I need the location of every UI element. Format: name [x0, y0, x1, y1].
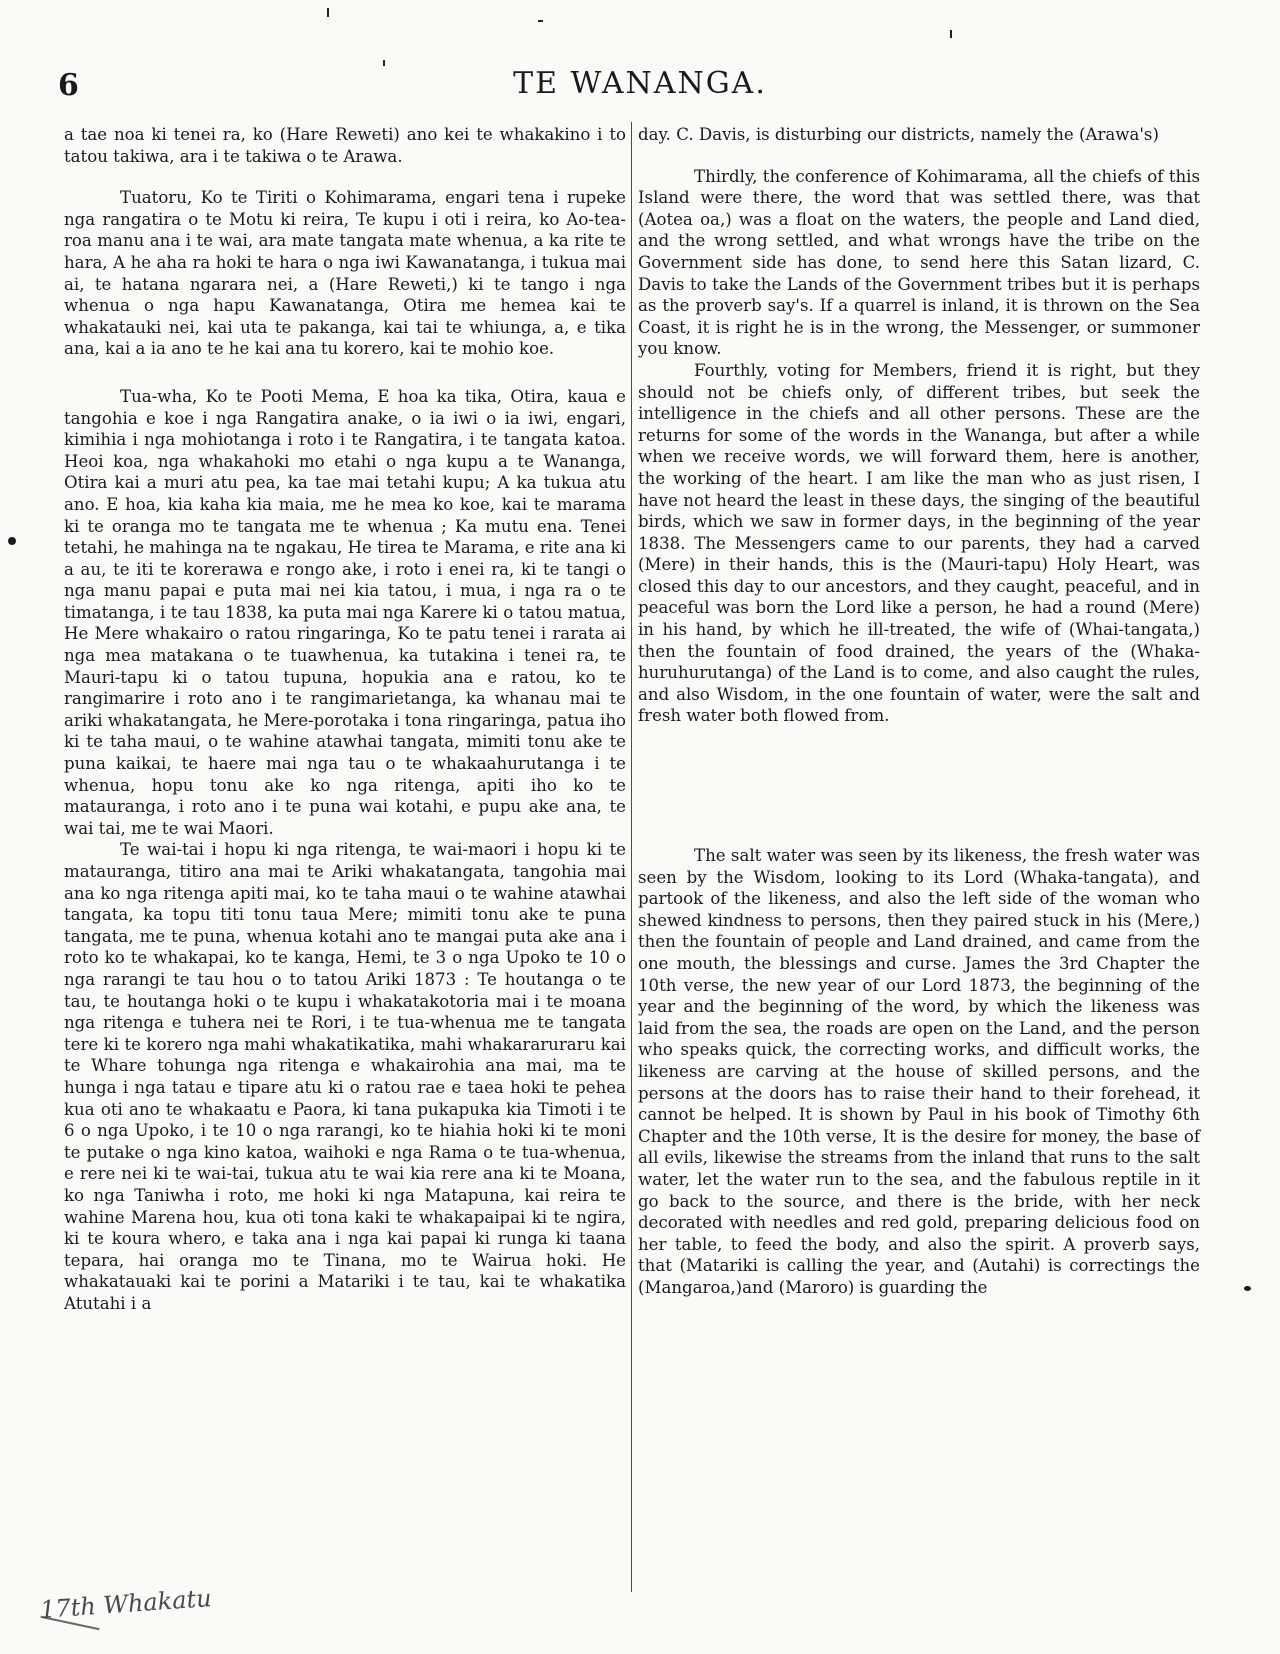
- print-speck: [950, 30, 952, 38]
- print-speck: [383, 60, 385, 66]
- right-column: [638, 124, 1200, 1299]
- left-paragraph-2: Tuatoru, Ko te Tiriti o Kohimarama, engari tena i rupeke nga rangatira o te Motu ki reira, Te kupu i oti i reira, ko Ao-tea-roa manu ana i te wai, ara mate tangata mate whenua, a ka rite te hara, A he aha ra hoki te hara o nga iwi Kawanatanga, i tukua mai ai, te hatana ngarara nei, a (Hare Reweti,) ki te tango i nga whenua o nga hapu Kawanatanga, Otira me hemea kai te whakatauki nei, kai uta te pakanga, kai tai te whiunga, a, e tika ana, kai a ia ano te he kai ana tu korero, kai te mohio koe.: [64, 188, 626, 359]
- right-paragraph-3: Fourthly, voting for Members, friend it is right, but they should not be chiefs only, of different tribes, but seek the intelligence in the chiefs and all other persons. These are the returns for some of the words in the Wananga, but after a while when we receive words, we will forward them, here is another, the working of the heart. I am like the man who as just risen, I have not heard the least in these days, the singing of the beautiful birds, which we saw in former days, in the beginning of the year 1838. The Messengers came to our parents, they had a carved (Mere) in their hands, this is the (Mauri-tapu) Holy Heart, was closed this day to our ancestors, and they caught, peaceful, and in peaceful was born the Lord like a person, he had a round (Mere) in his hand, by which he ill-treated, the wife of (Whai-tangata,) then the fountain of food drained, the years of the (Whaka-huruhurutanga) of the Land is to come, and also caught the rules, and also Wisdom, in the one fountain of water, were the salt and fresh water both flowed from.: [638, 360, 1200, 726]
- margin-dot-left: [8, 537, 16, 545]
- right-paragraph-2: Thirdly, the conference of Kohimarama, all the chiefs of this Island were there, the word that was settled there, was that (Aotea oa,) was a float on the waters, the people and Land died, and the wrong settled, and what wrongs have the tribe on the Government side has done, to send here this Satan lizard, C. Davis to take the Lands of the Government tribes but it is perhaps as the proverb say's. If a quarrel is inland, it is thrown on the Sea Coast, it is right he is in the wrong, the Messenger, or summoner you know.: [638, 166, 1200, 359]
- page-number: 6: [58, 68, 79, 103]
- right-paragraph-1: day. C. Davis, is disturbing our districts, namely the (Arawa's): [638, 125, 1159, 144]
- handwritten-signature: 17th Whakatu: [39, 1584, 213, 1624]
- left-paragraph-4: Te wai-tai i hopu ki nga ritenga, te wai-maori i hopu ki te matauranga, titiro ana mai te Ariki whakatangata, tangohia mai ana ko nga ritenga apiti mai, ko te taha maui o te wahine atawhai tangata, ka topu titi tonu taua Mere; mimiti tonu ake te puna tangata, me te puna, whenua kotahi ano te mangai puta ake ana i roto ko te whakapai, ko te kanga, Hemi, te 3 o nga Upoko te 10 o nga rarangi te tau hou o to tatou Ariki 1873 : Te houtanga o te tau, te houtanga hoki o te kupu i whakatakotoria mai i te moana nga ritenga e tuhera nei te Rori, i te tua-whenua me te tangata tere ki te korero nga mahi whakatikatika, mahi whakararuraru kai te Whare tohunga nga ritenga e whakairohia ana mai, ma te hunga i nga tatau e tipare atu ki o ratou rae e taea hoki te pehea kua oti ano te whakaatu e Paora, ki tana pukapuka kia Timoti i te 6 o nga Upoko, i te 10 o nga rarangi, ko te hiahia hoki ki te moni te putake o nga kino katoa, waihoki e nga Rama o te tua-whenua, e rere nei ki te wai-tai, tukua atu te wai kia rere ana ki te Moana, ko nga Taniwha i roto, me hoki ki nga Matapuna, kai reira te wahine Marena hou, kua oti tona kaki te whakapaipai ki te ngira, ki te koura whero, e taka ana i nga kai papai ki runga ki taana tepara, hai oranga mo te Tinana, mo te Wairua hoki. He whakatauaki kai te porini a Matariki i te tau, kai te whakatika Atutahi i a: [64, 840, 626, 1313]
- left-paragraph-3: Tua-wha, Ko te Pooti Mema, E hoa ka tika, Otira, kaua e tangohia e koe i nga Rangatira anake, o ia iwi o ia iwi, engari, kimihia i nga mohiotanga i roto i te Rangatira, i te tangata katoa. Heoi koa, nga whakahoki mo etahi o nga kupu a te Wananga, Otira kai a muri atu pea, ka tae mai tetahi kupu; A ka tukua atu ano. E hoa, kia kaha kia maia, me he mea ko koe, kai te marama ki te oranga mo te tangata me te whenua ; Ka mutu ena. Tenei tetahi, he mahinga na te ngakau, He tirea te Marama, e rite ana ki a au, te iti te korerawa e rongo ake, i roto i enei ra, ki te tangi o nga manu papai e puta mai nei kia tatou, i mua, i nga ra o te timatanga, i te tau 1838, ka puta mai nga Karere ki o tatou matua, He Mere whakairo o ratou ringaringa, Ko te patu tenei i rarata ai nga mea matakana o te tuawhenua, ka tutakina i tenei ra, te Mauri-tapu ki o tatou tupuna, hopukia ana e ratou, ko te rangimarire i roto ano i te rangimarietanga, ka whanau mai te ariki whakatangata, he Mere-porotaka i tona ringaringa, patua iho ki te taha maui, o te wahine atawhai tangata, mimiti tonu ake te puna kaikai, te haere mai nga tau o te whakaahurutanga i te whenua, hopu tonu ake ko nga ritenga, apiti iho ko te matauranga, i roto ano i te puna wai kotahi, e pupu ake ana, te wai tai, me te wai Maori.: [64, 386, 626, 838]
- print-speck: [327, 8, 329, 17]
- margin-dot-right: [1244, 1286, 1251, 1291]
- left-column: [64, 124, 626, 1314]
- left-paragraph-1: a tae noa ki tenei ra, ko (Hare Reweti) ano kei te whakakino i to tatou takiwa, ara i te takiwa o te Arawa.: [64, 125, 626, 166]
- right-paragraph-4: The salt water was seen by its likeness, the fresh water was seen by the Wisdom, looking to its Lord (Whaka-tangata), and partook of the likeness, and also the left side of the woman who shewed kindness to persons, then they paired stuck in his (Mere,) then the fountain of people and Land drained, and came from the one mouth, the blessings and curse. James the 3rd Chapter the 10th verse, the new year of our Lord 1873, the beginning of the year and the beginning of the word, by which the likeness was laid from the sea, the roads are open on the Land, and the person who speaks quick, the correcting works, and difficult works, the likeness are carving at the house of skilled persons, and the persons at the doors has to raise their hand to their forehead, it cannot be helped. It is shown by Paul in his book of Timothy 6th Chapter and the 10th verse, It is the desire for money, the base of all evils, likewise the streams from the inland that runs to the salt water, let the water run to the sea, and the fabulous reptile in it go back to the source, and there is the bride, with her neck decorated with needles and red gold, preparing delicious food on her table, to feed the body, and also the spirit. A proverb says, that (Matariki is calling the year, and (Autahi) is correctings the (Mangaroa,)and (Maroro) is guarding the: [638, 846, 1200, 1297]
- print-speck: [538, 20, 543, 22]
- page-title: TE WANANGA.: [513, 66, 767, 101]
- column-divider: [631, 122, 632, 1592]
